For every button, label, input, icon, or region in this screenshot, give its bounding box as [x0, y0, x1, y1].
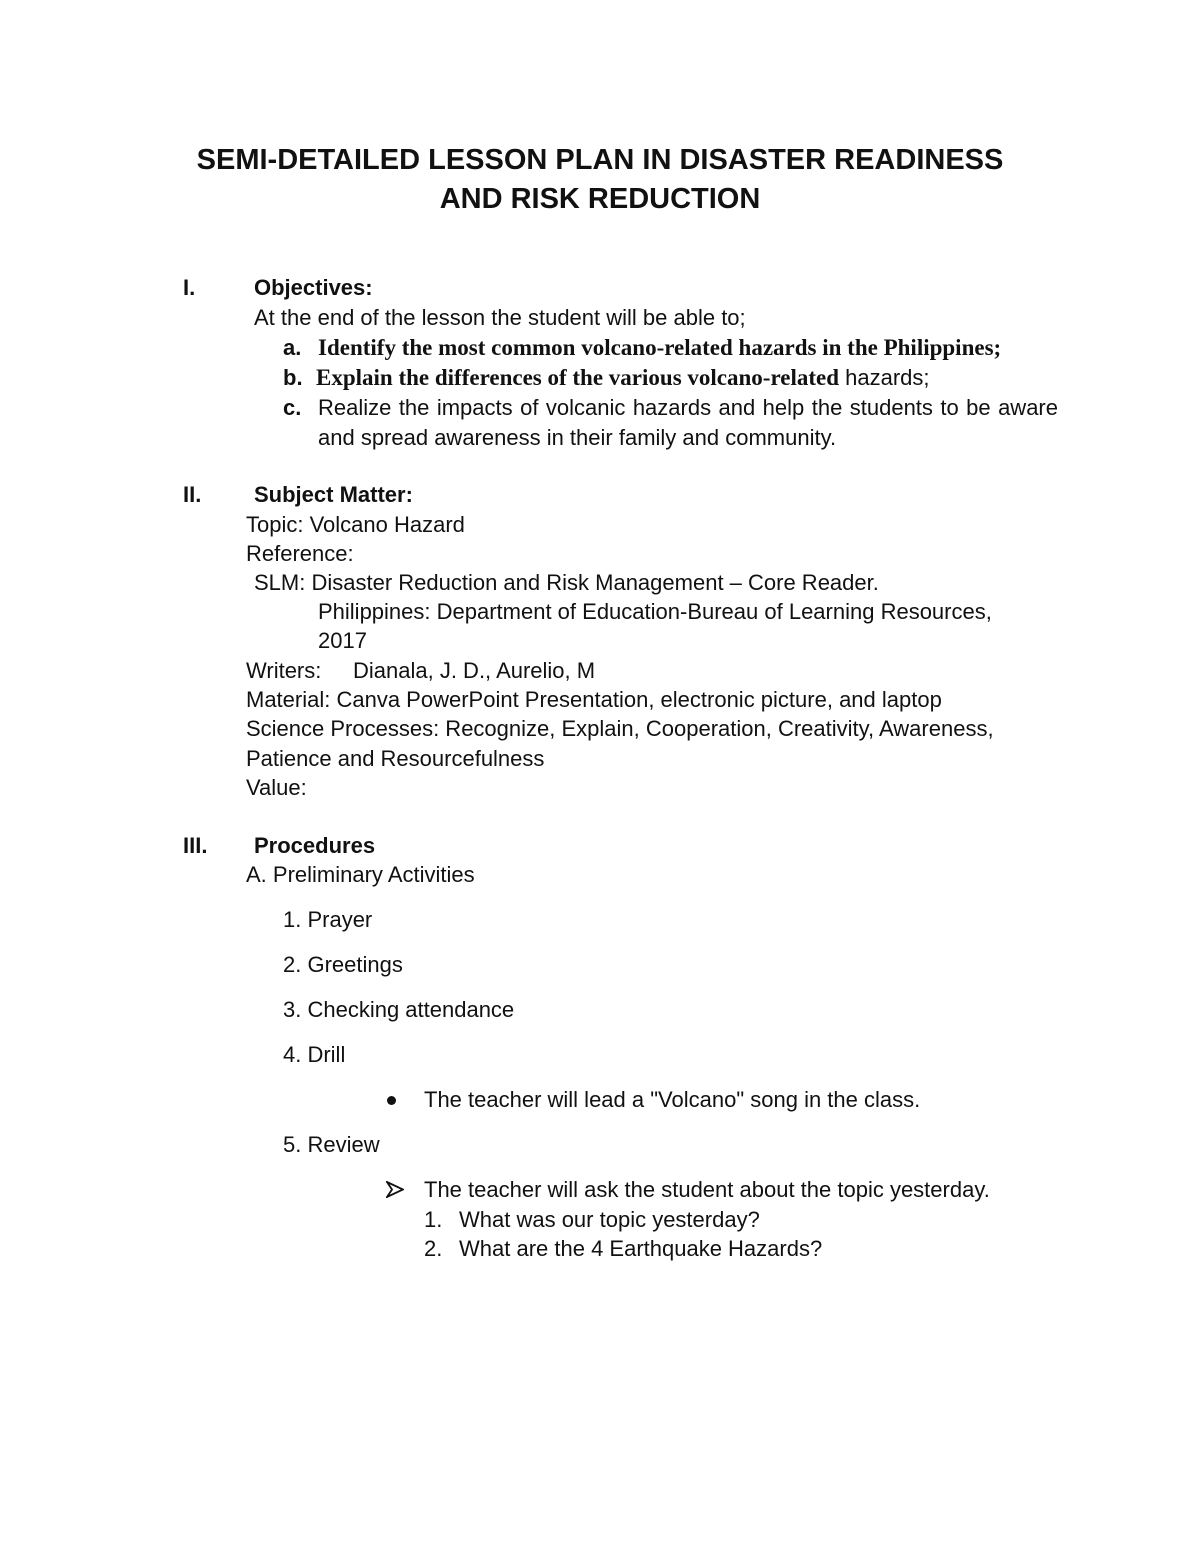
step-prayer: 1. Prayer — [283, 907, 373, 932]
objective-b-marker: b. — [283, 365, 303, 390]
review-bullet-text: The teacher will ask the student about the topic yesterday. — [424, 1177, 990, 1202]
writers-names: Dianala, J. D., Aurelio, M — [353, 658, 596, 683]
procedures-heading: Procedures — [254, 833, 376, 858]
procedures-numeral: III. — [183, 833, 208, 858]
objective-c-text: Realize the impacts of volcanic hazards and help the students to be aware and spread awareness in their family and community. — [318, 395, 1058, 450]
science-processes-line-1: Science Processes: Recognize, Explain, Cooperation, Creativity, Awareness, — [246, 716, 994, 741]
material-line: Material: Canva PowerPoint Presentation, electronic picture, and laptop — [246, 687, 942, 712]
objective-a-text: Identify the most common volcano-related hazards in the Philippines; — [318, 335, 1002, 360]
value-line: Value: — [246, 775, 307, 800]
objectives-numeral: I. — [183, 275, 196, 300]
objective-b-text-bold: Explain the differences of the various volcano-related — [316, 365, 839, 390]
science-processes-line-2: Patience and Resourcefulness — [246, 746, 545, 771]
arrowhead-bullet-icon — [386, 1181, 404, 1198]
review-question-2: What are the 4 Earthquake Hazards? — [459, 1236, 823, 1261]
objective-b-text — [316, 363, 930, 393]
slm-reference: SLM: Disaster Reduction and Risk Management – Core Reader. — [254, 570, 879, 595]
review-question-1-number: 1. — [424, 1207, 443, 1232]
objective-b-text-plain: hazards; — [839, 365, 930, 390]
publisher-line: Philippines: Department of Education-Bureau of Learning Resources, — [318, 599, 992, 624]
step-review: 5. Review — [283, 1132, 380, 1157]
drill-bullet-text: The teacher will lead a "Volcano" song in the class. — [424, 1087, 921, 1112]
objectives-heading: Objectives: — [254, 275, 373, 300]
step-drill: 4. Drill — [283, 1042, 346, 1067]
subject-matter-heading: Subject Matter: — [254, 482, 413, 507]
bullet-dot-icon — [387, 1096, 396, 1105]
step-greetings: 2. Greetings — [283, 952, 403, 977]
objective-a-marker: a. — [283, 335, 302, 360]
objective-c-marker: c. — [283, 395, 302, 420]
objectives-intro: At the end of the lesson the student will be able to; — [254, 305, 746, 330]
review-question-2-number: 2. — [424, 1236, 443, 1261]
step-checking-attendance: 3. Checking attendance — [283, 997, 515, 1022]
subject-matter-numeral: II. — [183, 482, 202, 507]
publication-year: 2017 — [318, 628, 367, 653]
review-question-1: What was our topic yesterday? — [459, 1207, 760, 1232]
document-title-line-2: AND RISK REDUCTION — [439, 183, 761, 215]
reference-label: Reference: — [246, 541, 354, 566]
document-title-line-1: SEMI-DETAILED LESSON PLAN IN DISASTER READINESS — [196, 144, 1004, 176]
topic-line: Topic: Volcano Hazard — [246, 512, 465, 537]
preliminary-activities: A. Preliminary Activities — [246, 862, 475, 887]
writers-label: Writers: — [246, 658, 322, 683]
